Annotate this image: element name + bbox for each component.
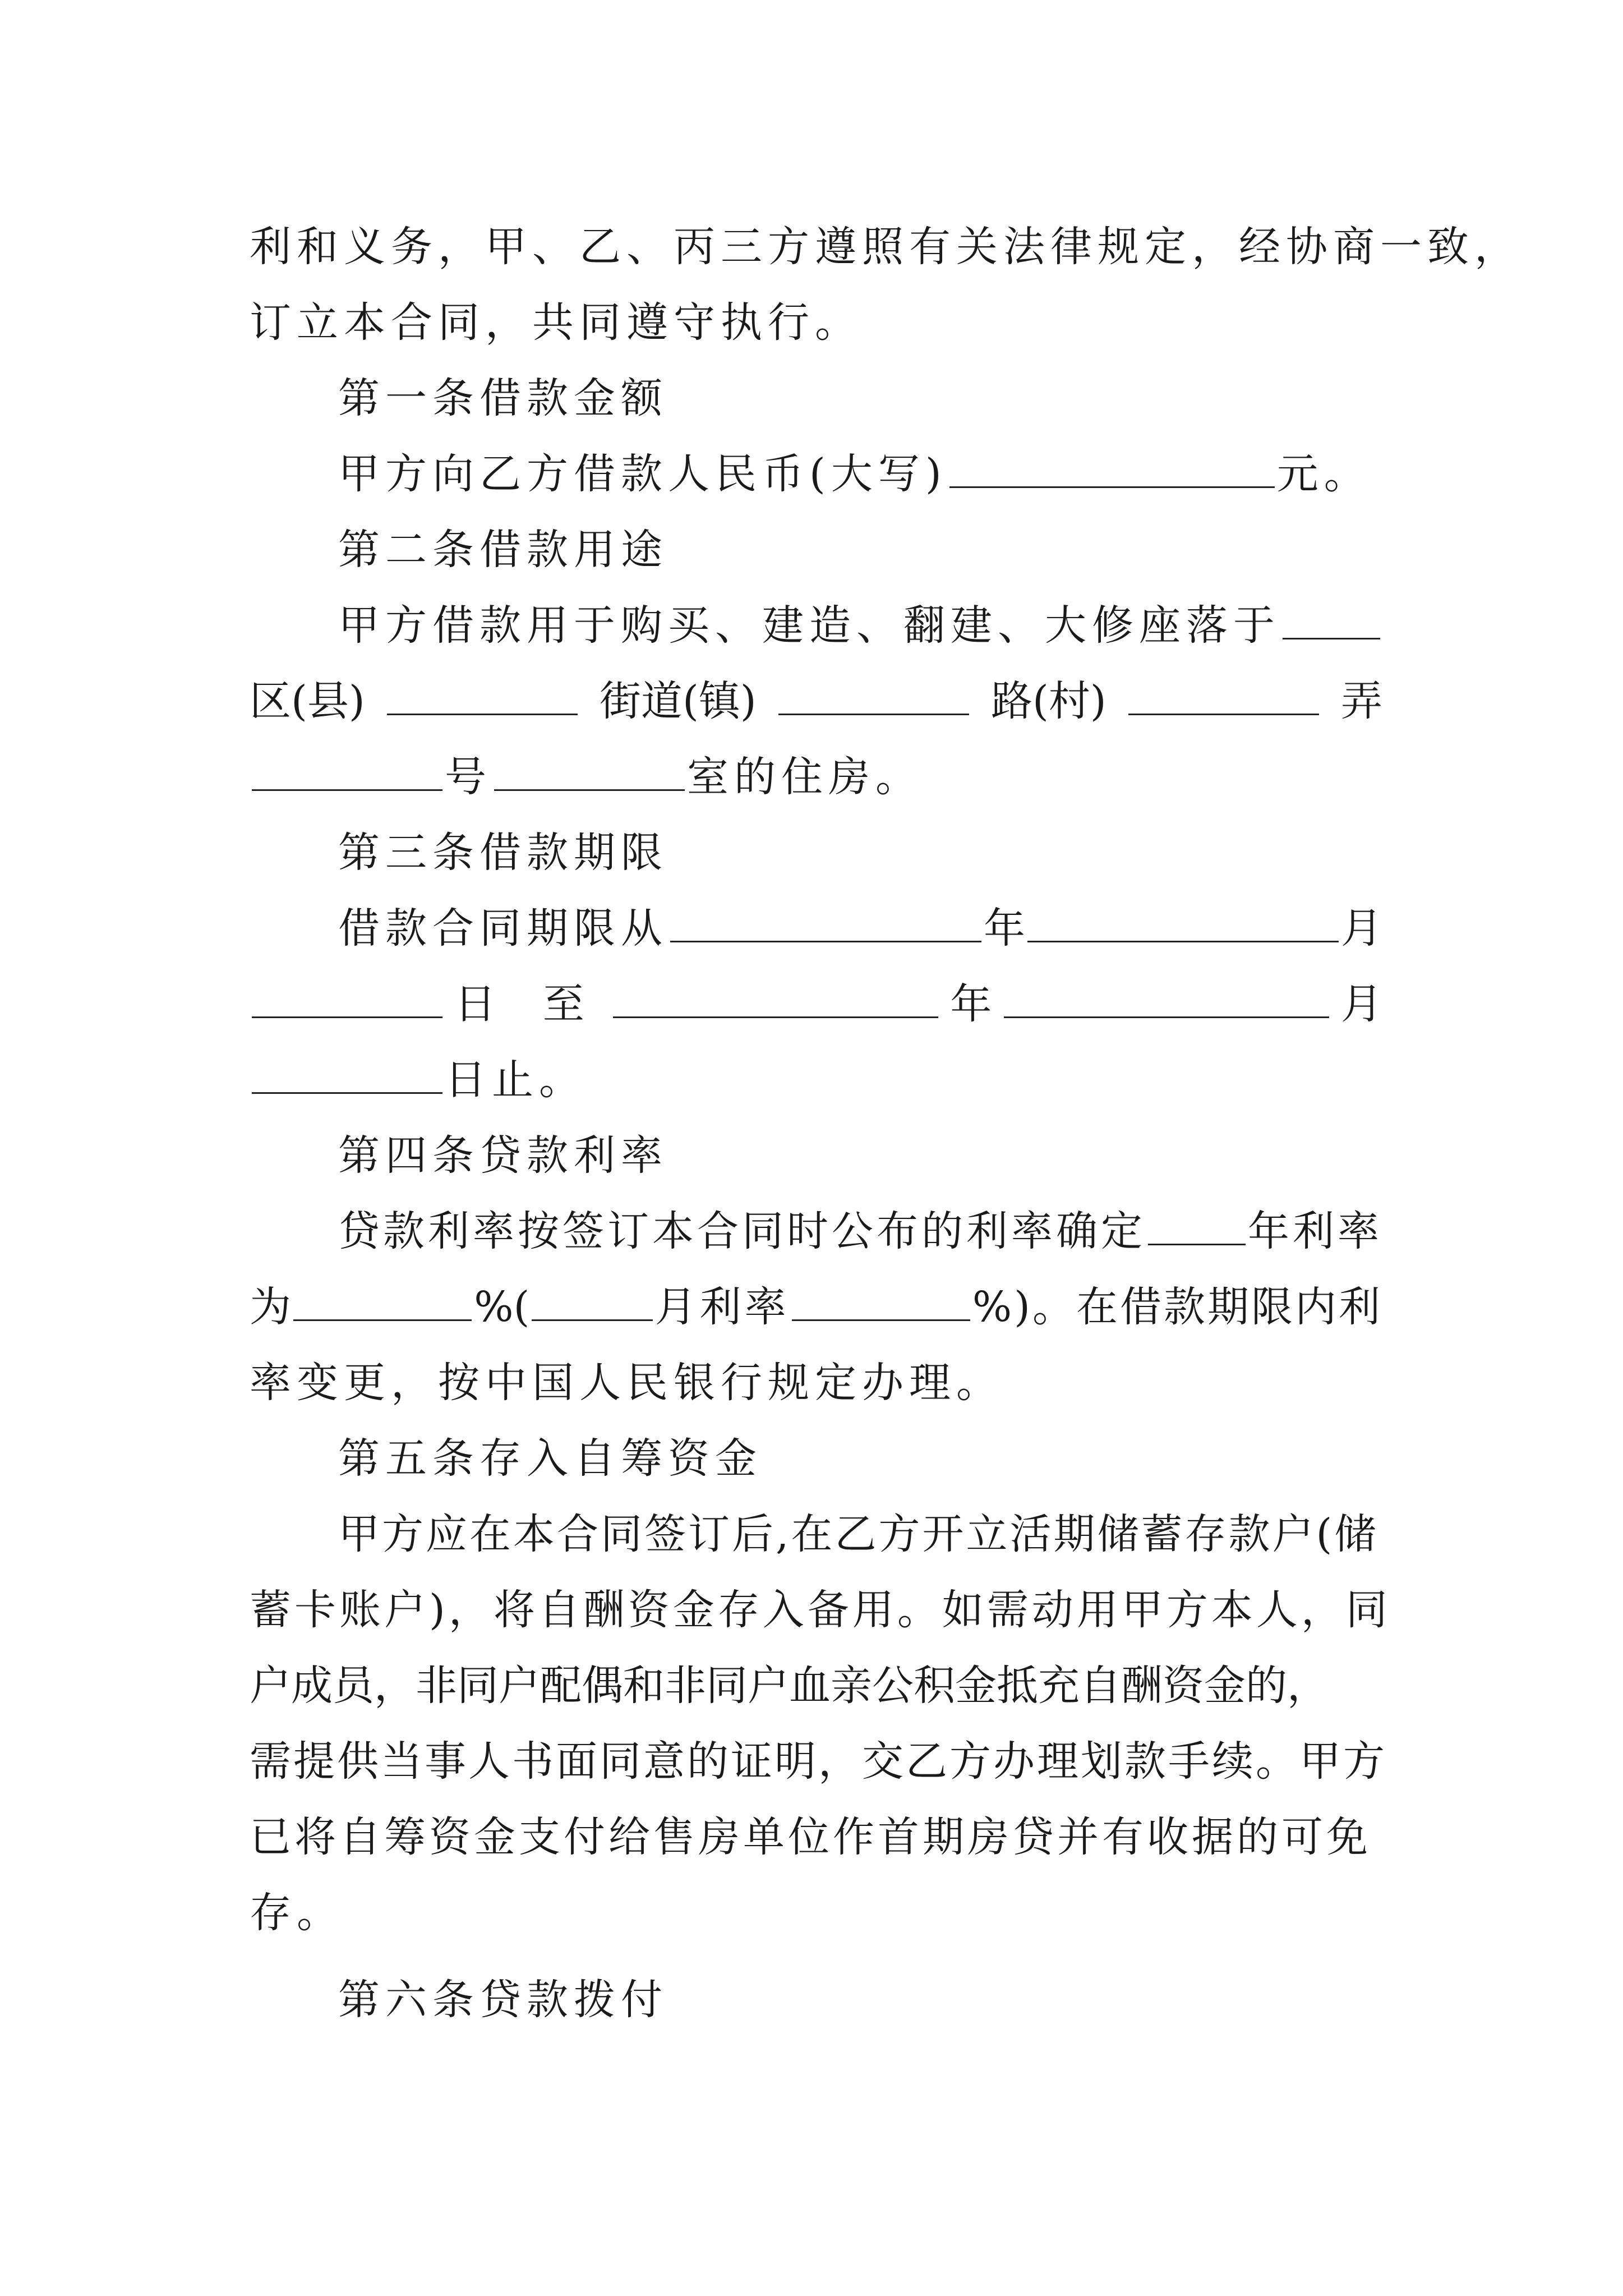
text-segment: 年 [950, 980, 992, 1028]
text-segment: 年 [984, 904, 1025, 953]
fill-blank[interactable] [252, 983, 442, 1018]
article-4-text [250, 1276, 1382, 1338]
fill-blank[interactable] [1148, 1210, 1246, 1245]
article-3-text [250, 973, 1382, 1035]
text-segment: 街道(镇) [600, 677, 757, 725]
fill-blank[interactable] [778, 680, 969, 715]
fill-blank[interactable] [494, 756, 685, 791]
paragraph-line: 利和义务，甲、乙、丙三方遵照有关法律规定，经协商一致， [250, 223, 1521, 271]
text-segment: 月 [1340, 980, 1382, 1028]
paragraph-line: 订立本合同，共同遵守执行。 [250, 298, 862, 347]
article-5-text: 已将自筹资金支付给售房单位作首期房贷并有收据的可免 [250, 1813, 1371, 1861]
article-5-text: 蓄卡账户)，将自酬资金存入备用。如需动用甲方本人，同 [250, 1586, 1391, 1634]
article-4-title: 第四条贷款利率 [338, 1131, 668, 1180]
article-5-text: 存。 [250, 1889, 344, 1937]
text-segment: 月利率 [654, 1283, 790, 1331]
fill-blank[interactable] [387, 680, 578, 715]
text-segment: 贷款利率按签订本合同时公布的利率确定 [338, 1207, 1146, 1255]
article-2-text [250, 670, 1382, 732]
text-segment: %)。在借款期限内利 [972, 1283, 1382, 1331]
article-5-text: 需提供当事人书面同意的证明，交乙方办理划款手续。甲方 [250, 1737, 1387, 1786]
fill-blank[interactable] [949, 453, 1275, 488]
fill-blank[interactable] [1027, 907, 1339, 942]
fill-blank[interactable] [1283, 604, 1380, 639]
text-segment: 借款合同期限从 [338, 904, 668, 953]
fill-blank[interactable] [1004, 983, 1329, 1018]
text-segment: 区(县) [250, 677, 365, 725]
fill-blank[interactable] [670, 907, 981, 942]
fill-blank[interactable] [532, 1286, 652, 1321]
article-2-text [250, 746, 1382, 808]
fill-blank[interactable] [293, 1286, 472, 1321]
article-6-title: 第六条贷款拨付 [338, 1976, 668, 2024]
text-segment: 日止。 [445, 1056, 586, 1104]
text-segment: 日 至 [454, 980, 601, 1028]
text-segment: 甲方向乙方借款人民币(大写) [338, 450, 947, 498]
text-segment: 室的住房。 [687, 753, 923, 801]
text-segment: 月 [1341, 904, 1382, 953]
fill-blank[interactable] [613, 983, 938, 1018]
article-3-text [250, 1049, 1382, 1111]
article-5-text: 户成员，非同户配偶和非同户血亲公积金抵充自酬资金的， [250, 1662, 1329, 1710]
text-segment: 号 [445, 753, 492, 801]
article-4-text [338, 1200, 1382, 1262]
article-3-title: 第三条借款期限 [338, 829, 668, 877]
text-segment: 弄 [1341, 677, 1382, 725]
text-segment: 元。 [1276, 450, 1371, 498]
fill-blank[interactable] [1128, 680, 1319, 715]
fill-blank[interactable] [792, 1286, 970, 1321]
article-5-title: 第五条存入自筹资金 [338, 1434, 762, 1483]
text-segment: 路(村) [991, 677, 1106, 725]
text-segment: 为 [250, 1283, 291, 1331]
article-5-text: 甲方应在本合同签订后,在乙方开立活期储蓄存款户(储 [338, 1510, 1378, 1558]
article-4-text: 率变更，按中国人民银行规定办理。 [250, 1359, 1003, 1407]
fill-blank[interactable] [252, 1059, 442, 1094]
article-3-text [338, 898, 1382, 959]
text-segment: 甲方借款用于购买、建造、翻建、大修座落于 [338, 601, 1280, 650]
article-1-title: 第一条借款金额 [338, 374, 668, 422]
text-segment: 年利率 [1248, 1207, 1382, 1255]
article-2-title: 第二条借款用途 [338, 526, 668, 574]
article-1-text [338, 443, 1382, 505]
fill-blank[interactable] [252, 756, 442, 791]
article-2-text [338, 595, 1382, 656]
text-segment: %( [474, 1283, 530, 1331]
